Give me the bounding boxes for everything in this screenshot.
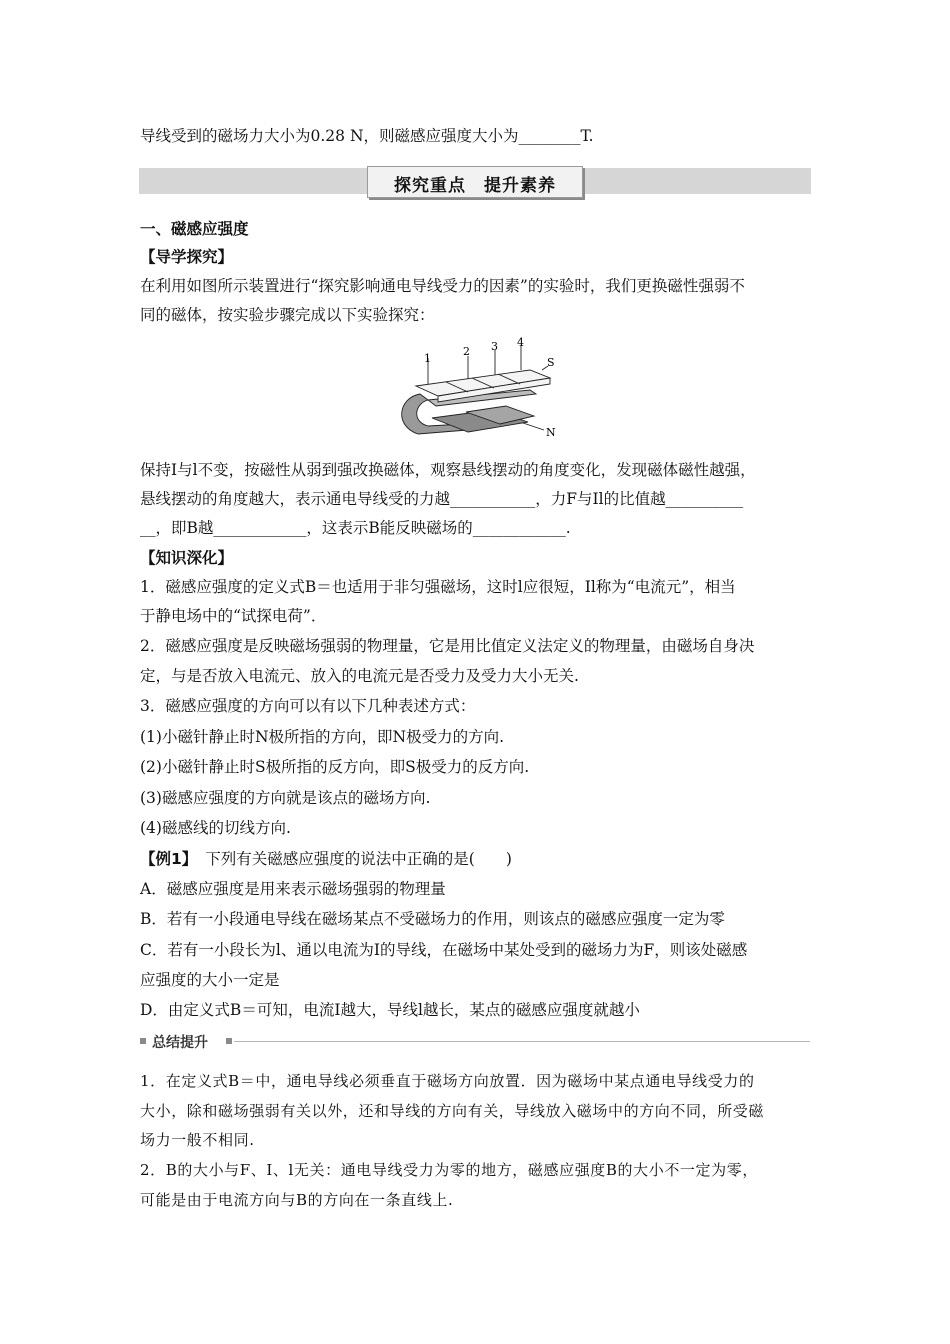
figure-label-1: 1 (424, 352, 431, 365)
guide-para-3: __，即B越____________，这表示B能反映磁场的____________. (140, 519, 571, 537)
guide-label: 【导学探究】 (140, 248, 234, 266)
figure-label-n: N (546, 426, 556, 439)
knowledge-p1-a: 1．磁感应强度的定义式B＝也适用于非匀强磁场，这时l应很短，Il称为“电流元”，相当 (140, 578, 736, 596)
summary-1-b: 大小，除和磁场强弱有关以外，还和导线的方向有关，导线放入磁场中的方向不同，所受磁 (140, 1102, 765, 1120)
knowledge-p2-b: 定，与是否放入电流元、放入的电流元是否受力及受力大小无关. (140, 667, 579, 685)
knowledge-item-1: (1)小磁针静止时N极所指的方向，即N极受力的方向. (140, 728, 505, 746)
option-b: B．若有一小段通电导线在磁场某点不受磁场力的作用，则该点的磁感应强度一定为零 (140, 910, 725, 928)
figure-label-s: S (547, 356, 555, 369)
n-pointer (520, 422, 544, 430)
guide-intro-2: 同的磁体，按实验步骤完成以下实验探究： (140, 306, 435, 324)
figure-label-3: 3 (491, 340, 498, 353)
summary-2-a: 2．B的大小与F、I、l无关：通电导线受力为零的地方，磁感应强度B的大小不一定为零， (140, 1161, 758, 1179)
option-c-line-2: 应强度的大小一定是 (140, 971, 280, 989)
summary-bullet-left (140, 1038, 146, 1044)
summary-bullet-right (226, 1038, 232, 1044)
knowledge-item-3: (3)磁感应强度的方向就是该点的磁场方向. (140, 789, 431, 807)
option-c-line-1: C．若有一小段长为l、通以电流为I的导线，在磁场中某处受到的磁场力为F，则该处磁感 (140, 941, 748, 959)
knowledge-label: 【知识深化】 (140, 549, 234, 567)
figure-label-4: 4 (517, 336, 524, 349)
option-a: A．磁感应强度是用来表示磁场强弱的物理量 (140, 880, 446, 898)
knowledge-p3: 3．磁感应强度的方向可以有以下几种表述方式： (140, 697, 476, 715)
section-banner-box (367, 166, 583, 198)
guide-intro-1: 在利用如图所示装置进行“探究影响通电导线受力的因素”的实验时，我们更换磁性强弱不 (140, 277, 745, 295)
example-question: 下列有关磁感应强度的说法中正确的是( ) (205, 850, 512, 868)
figure-label-2: 2 (463, 345, 470, 358)
summary-rule (234, 1041, 810, 1042)
knowledge-p1-b: 于静电场中的“试探电荷”． (140, 607, 327, 625)
example-header (140, 849, 512, 869)
guide-para-1: 保持I与l不变，按磁性从弱到强改换磁体，观察悬线摆动的角度变化，发现磁体磁性越强， (140, 461, 756, 479)
summary-2-b: 可能是由于电流方向与B的方向在一条直线上. (140, 1191, 454, 1209)
knowledge-item-2: (2)小磁针静止时S极所指的反方向，即S极受力的反方向. (140, 758, 530, 776)
guide-para-2: 悬线摆动的角度越大，表示通电导线受的力越___________，力F与Il的比值越__________ (140, 490, 744, 508)
summary-1-c: 场力一般不相同. (140, 1131, 255, 1149)
knowledge-p2-a: 2．磁感应强度是反映磁场强弱的物理量，它是用比值定义法定义的物理量，由磁场自身决 (140, 637, 755, 655)
top-line: 导线受到的磁场力大小为0.28 N，则磁感应强度大小为________T. (140, 127, 594, 145)
section-banner-title: 探究重点 提升素养 (394, 176, 556, 196)
option-d: D．由定义式B＝可知，电流I越大，导线l越长，某点的磁感应强度就越小 (140, 1001, 640, 1019)
summary-1-a: 1．在定义式B＝中，通电导线必须垂直于磁场方向放置．因为磁场中某点通电导线受力的 (140, 1072, 755, 1090)
summary-header (138, 1031, 810, 1051)
knowledge-item-4: (4)磁感线的切线方向. (140, 819, 291, 837)
summary-label: 总结提升 (152, 1035, 208, 1051)
section-heading: 一、磁感应强度 (140, 220, 249, 238)
example-label: 【例1】 (140, 850, 198, 868)
magnet-apparatus-figure (380, 336, 570, 444)
